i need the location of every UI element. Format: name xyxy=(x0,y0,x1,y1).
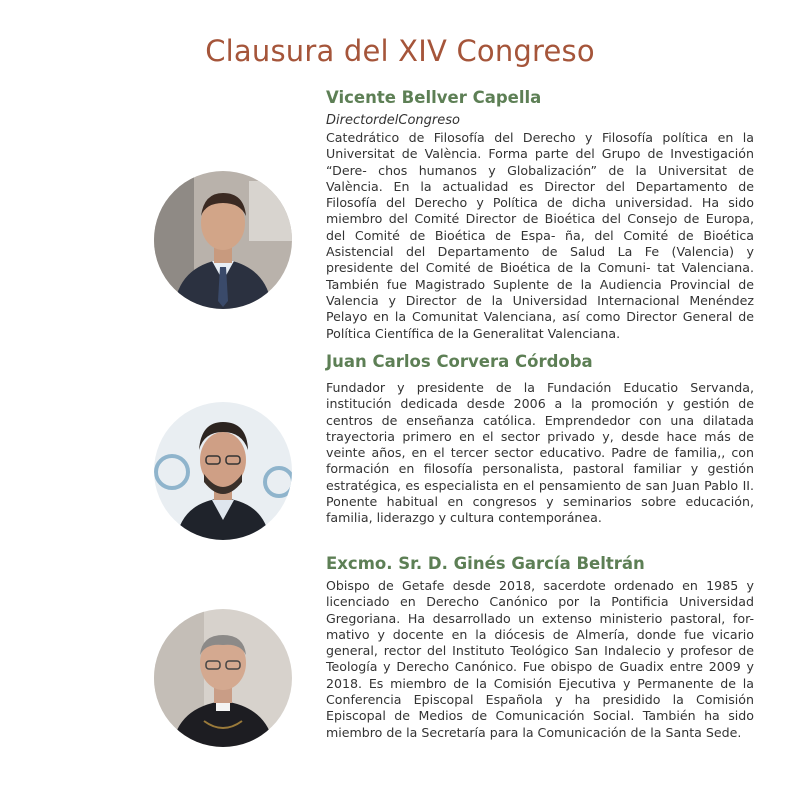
speaker-photo-3 xyxy=(154,609,292,747)
speaker-bio-1: Catedrático de Filosofía del Derecho y Filosofía política en la Universitat de València. Forma parte del Grupo de Investigación “Dere- chos humanos y Globalización” de la Universitat de València. En la actualidad es Director del Departamento de Filosofía del Derecho y Política de dicha universidad. Ha sido miembro del Comité Director de Bioética del Consejo de Europa, del Comité de Bioética de Espa- ña, del Comité de Bioética Asistencial del Departamento de Salud La Fe (Valencia) y presidente del Comité de Bioética de la Comuni- tat Valenciana. También fue Magistrado Suplente de la Audiencia Provincial de Valencia y Director de la Universidad Internacional Menéndez Pelayo en la Comunitat Valenciana, así como Director General de Política Científica de la Generalitat Valenciana. xyxy=(326,130,754,341)
page-title: Clausura del XIV Congreso xyxy=(205,34,595,68)
speaker-photo-1 xyxy=(154,171,292,309)
speaker-bio-3: Obispo de Getafe desde 2018, sacerdote ordenado en 1985 y licenciado en Derecho Canónico por la Pontificia Universidad Gregoriana. Ha desarrollado un extenso ministerio pastoral, for- mativo y docente en la diócesis de Almería, donde fue vicario general, rector del Instituto Teológico San Indalecio y profesor de Teología y Derecho Canónico. Fue obispo de Guadix entre 2009 y 2018. Es miembro de la Comisión Ejecutiva y Permanente de la Conferencia Episcopal Española y ha presidido la Comisión Episcopal de Medios de Comunicación Social. También ha sido miembro de la Secretaría para la Comunicación de la Santa Sede. xyxy=(326,578,754,740)
speaker-name-1: Vicente Bellver Capella xyxy=(326,88,542,107)
speaker-bio-2: Fundador y presidente de la Fundación Educatio Servanda, institución dedicada desde 2006 a la promoción y gestión de centros de enseñanza católica. Emprendedor con una dilatada trayectoria primero en el sector privado y, desde hace más de veinte años, en el tercer sector educativo. Padre de familia,, con formación en filosofía personalista, pastoral familiar y gestión estratégica, es especialista en el pensamiento de san Juan Pablo II. Ponente habitual en congresos y seminarios sobre educación, familia, liderazgo y cultura contemporánea. xyxy=(326,380,754,526)
speaker-name-3: Excmo. Sr. D. Ginés García Beltrán xyxy=(326,554,645,573)
speaker-role-1: DirectordelCongreso xyxy=(326,113,460,128)
speaker-name-2: Juan Carlos Corvera Córdoba xyxy=(326,352,593,371)
speaker-photo-2 xyxy=(154,402,292,540)
